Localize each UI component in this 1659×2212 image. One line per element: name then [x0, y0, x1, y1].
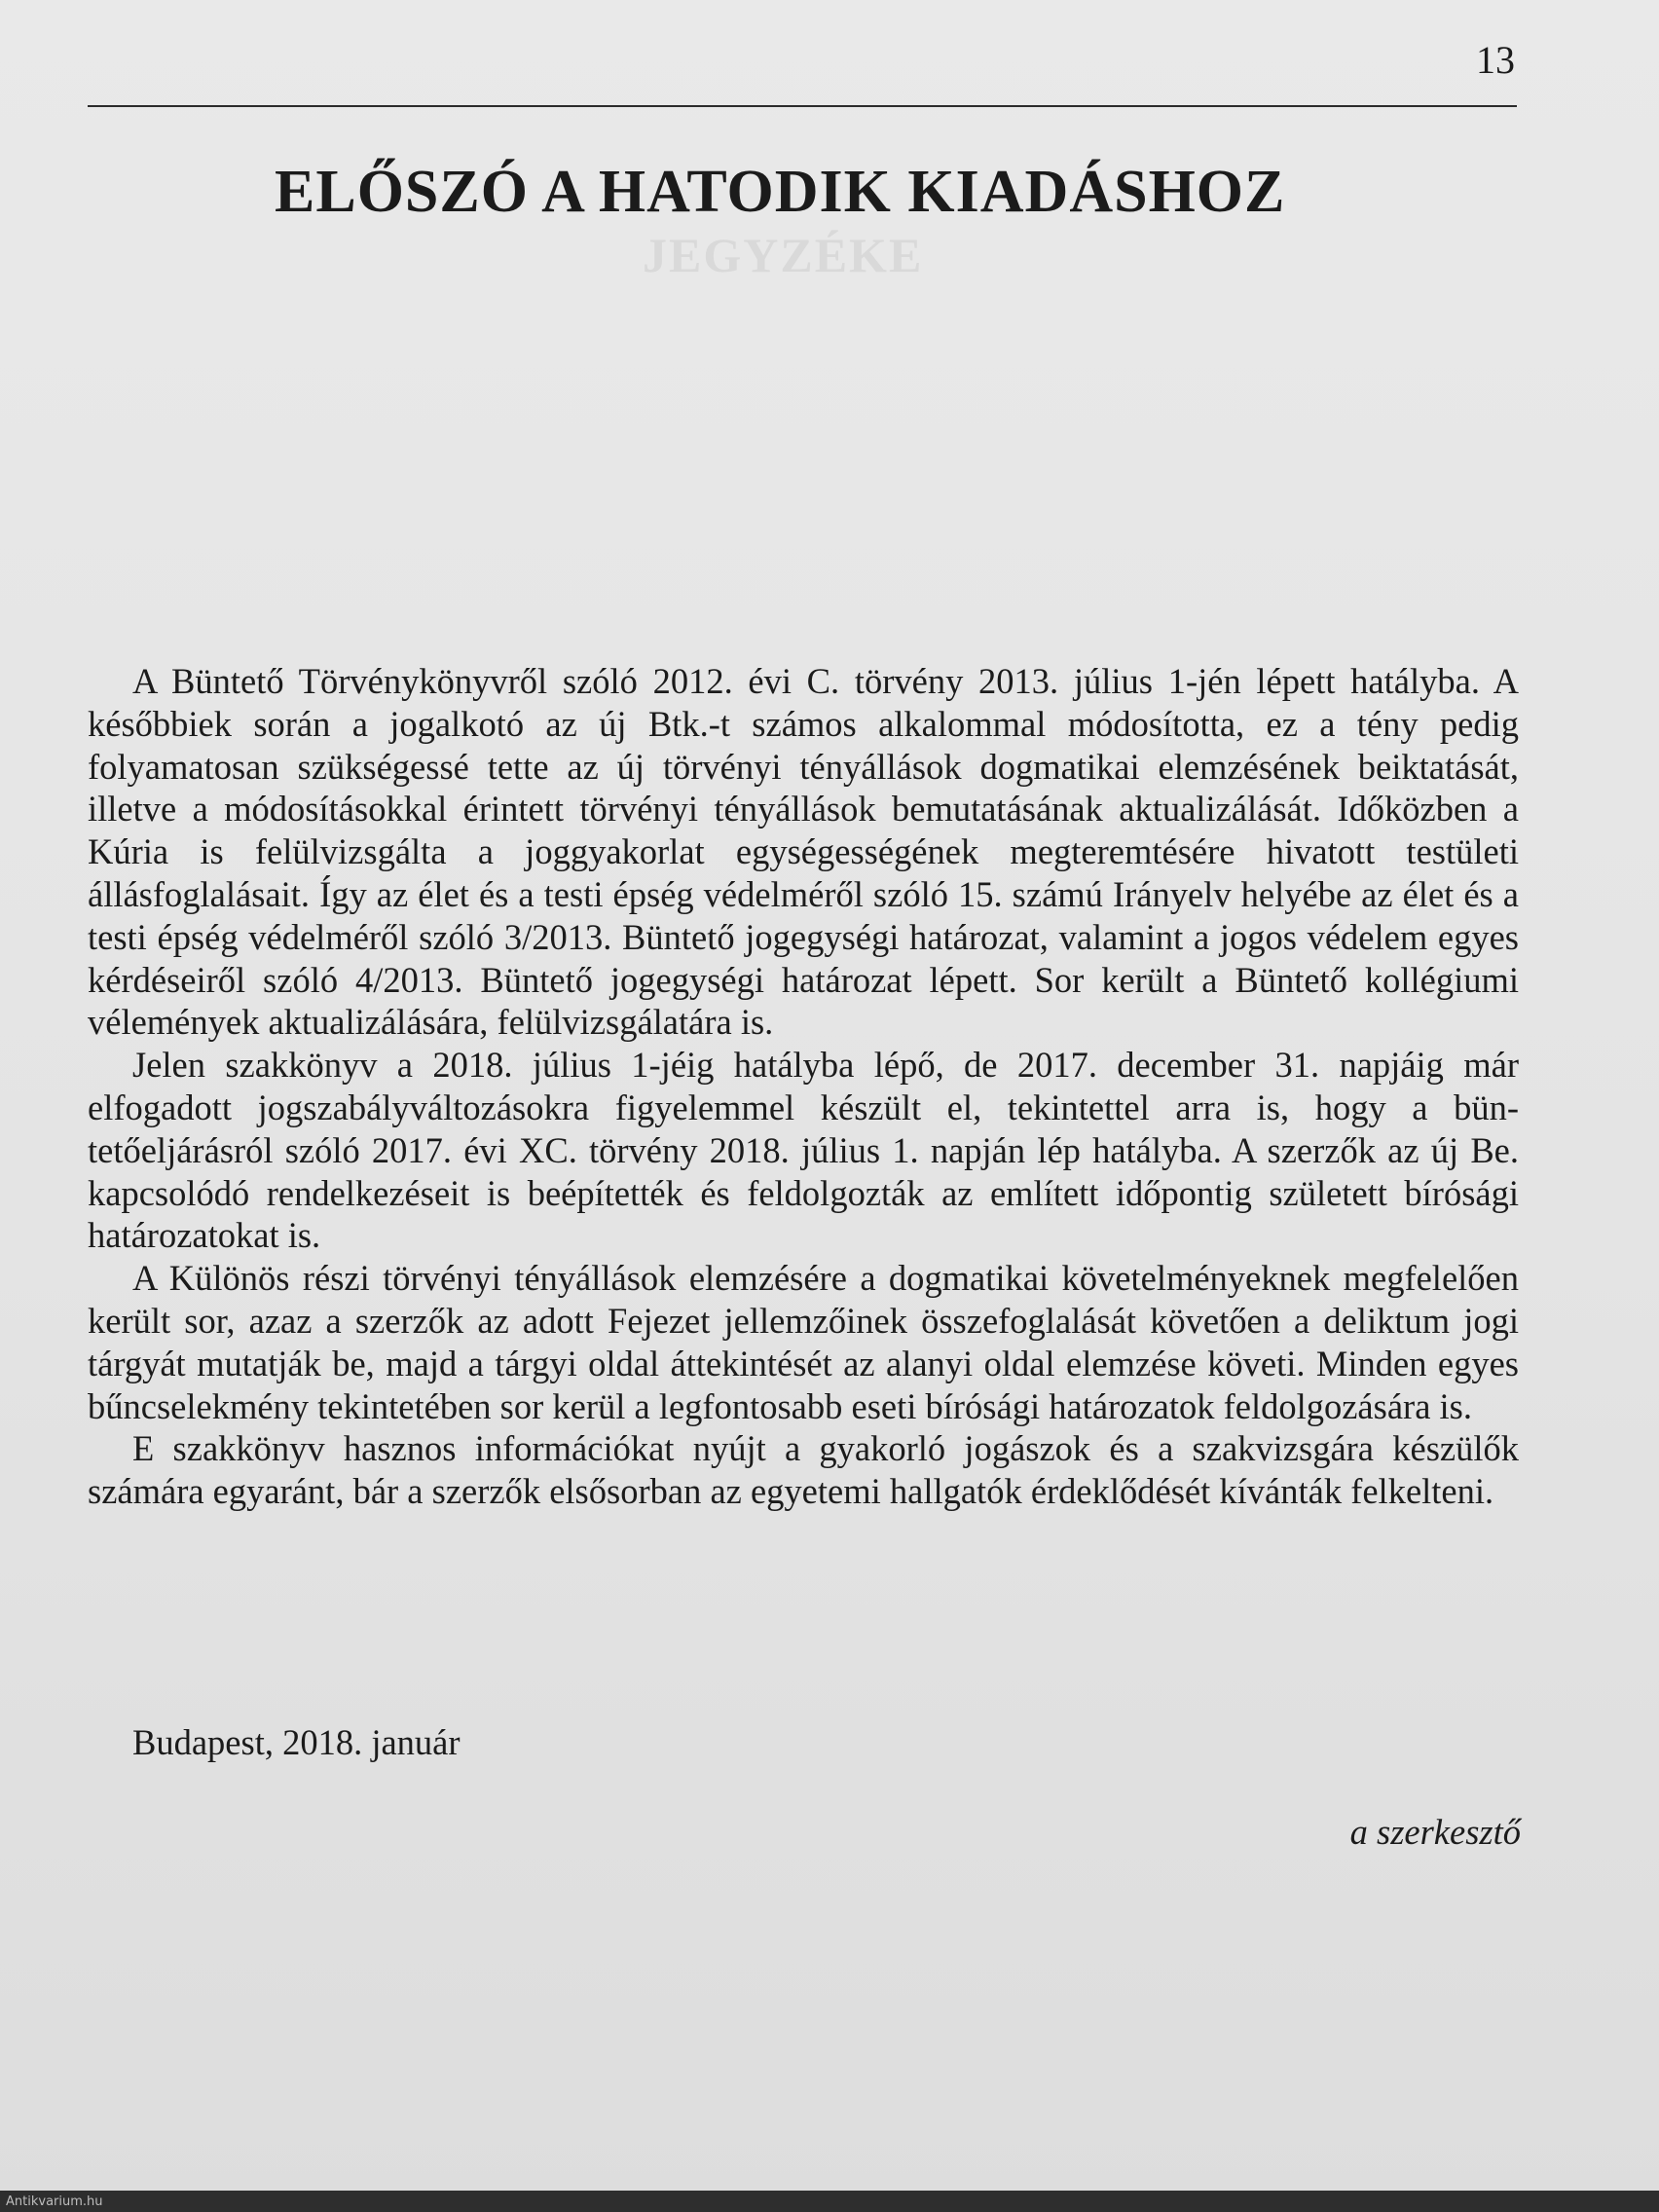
paragraph-2: Jelen szakkönyv a 2018. július 1-jéig hatályba lépő, de 2017. december 31. napjáig már elfogadott jogszabályváltozásokra figyelemmel készült el, tekintettel arra is, hogy a büntetőeljárásról szóló 2017. évi XC. törvény 2018. július 1. napján lép hatályba. A szerzők az új Be. kapcsolódó rendelkezéseit is beépítették és feldolgozták az említett időpontig született bírósági határozatokat is. — [88, 1045, 1519, 1256]
bottom-strip — [0, 2191, 1659, 2212]
show-through-text: JEGYZÉKE — [643, 228, 924, 282]
page-title: ELŐSZÓ A HATODIK KIADÁSHOZ — [275, 159, 1286, 225]
paragraph-1: A Büntető Törvénykönyvről szóló 2012. évi C. törvény 2013. július 1-jén lépett hatályba. A későbbiek során a jogalkotó az új Btk.-t számos alkalommal módosította, ez a tény pedig folyamatosan szükségessé tette az új törvényi tényállások dogmatikai elemzésének beiktatását, illetve a módosításokkal érintett törvényi tényállások bemutatásának aktualizálását. Időközben a Kúria is felülvizsgálta a joggyakorlat egységességének megteremtésére hivatott testületi állásfoglalásait. Így az élet és a testi épség védelméről szóló 15. számú Irányelv helyébe az élet és a testi épség védelméről szóló 3/2013. Büntető jogegységi határozat, valamint a jogos védelem egyes kérdéseiről szóló 4/2013. Büntető jogegységi határozat lépett. Sor került a Büntető kollégiumi vélemények aktualizálására, felülvizsgálatára is. — [88, 661, 1519, 1043]
preface-body — [88, 660, 1519, 1513]
watermark: Antikvarium.hu — [6, 2194, 103, 2209]
header-rule — [88, 105, 1517, 107]
page-number: 13 — [1476, 38, 1515, 82]
signature: a szerkesztő — [1349, 1812, 1521, 1852]
paragraph-3: A Különös részi törvényi tényállások elemzésére a dogmatikai követelményeknek megfelelően került sor, azaz a szerzők az adott Fejezet jellemzőinek összefoglalását követően a deliktum jogi tárgyát mutatják be, majd a tárgyi oldal áttekintését az alanyi oldal elemzése követi. Minden egyes bűncselekmény tekintetében sor kerül a legfontosabb eseti bírósági határozatok feldolgozására is. — [88, 1258, 1519, 1426]
place-date: Budapest, 2018. január — [132, 1722, 461, 1762]
paragraph-4: E szakkönyv hasznos információkat nyújt a gyakorló jogászok és a szakvizsgára készülők számára egyaránt, bár a szerzők elsősorban az egyetemi hallgatók érdeklődését kívánták felkelteni. — [88, 1428, 1519, 1512]
